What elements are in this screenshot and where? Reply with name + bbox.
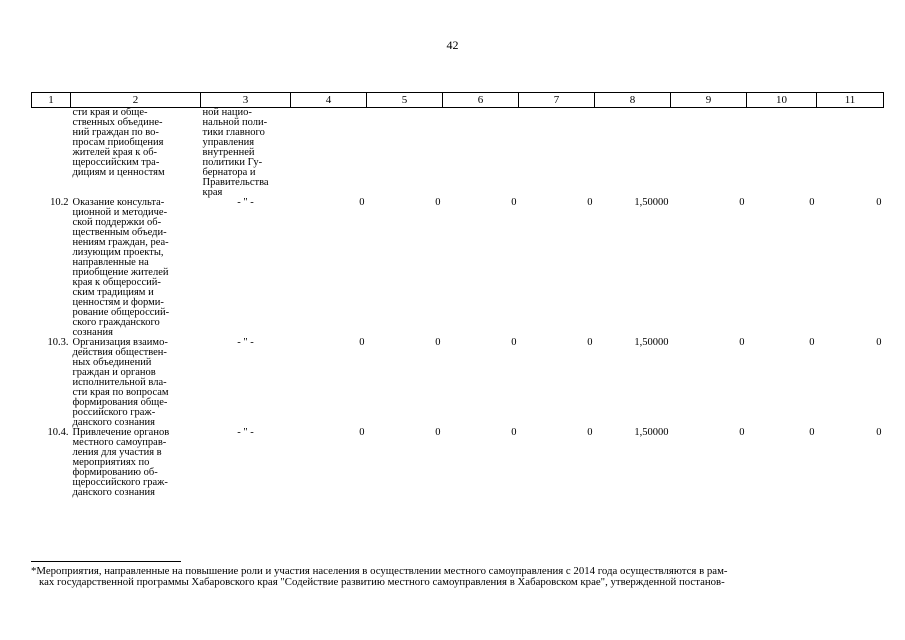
executor-ditto: - " -	[237, 197, 254, 208]
value-col9: 0	[739, 337, 745, 348]
value-col5: 0	[435, 337, 441, 348]
col-header-1: 1	[32, 93, 71, 108]
row-number: 10.2	[50, 197, 69, 208]
col-header-6: 6	[443, 93, 519, 108]
continuation-executor: ной нацио- нальной поли- тики главного управления внутренней политики Гу- бернатора и Правительства края	[202, 107, 269, 198]
measure-name: Оказание консульта- ционной и методиче- ской поддержки об- щественным объеди- нениям граждан, реа- лизующим проекты, направленные на приобщение жителей края к общероссий- ским традициям и ценностям и форми- рование общероссий- ского гражданского сознания	[72, 197, 170, 338]
value-col7: 0	[587, 197, 593, 208]
table-row	[32, 428, 884, 498]
executor-ditto: - " -	[237, 427, 254, 438]
col-header-8: 8	[595, 93, 671, 108]
value-col7: 0	[587, 337, 593, 348]
col-header-3: 3	[201, 93, 291, 108]
value-col11: 0	[876, 197, 882, 208]
executor-ditto: - " -	[237, 337, 254, 348]
footnote-divider	[31, 561, 181, 562]
value-col4: 0	[359, 427, 365, 438]
value-col8: 1,50000	[634, 427, 669, 438]
value-col8: 1,50000	[634, 337, 669, 348]
value-col11: 0	[876, 337, 882, 348]
col-header-2: 2	[71, 93, 201, 108]
value-col6: 0	[511, 427, 517, 438]
value-col11: 0	[876, 427, 882, 438]
measure-name: Организация взаимо- действия обществен- ных объединений граждан и органов исполнительной вла- сти края по вопросам формирования обще- российского граж- данского сознания	[72, 337, 169, 428]
value-col10: 0	[809, 427, 815, 438]
value-col9: 0	[739, 427, 745, 438]
value-col10: 0	[809, 197, 815, 208]
value-col4: 0	[359, 197, 365, 208]
footnote	[31, 566, 885, 588]
col-header-11: 11	[817, 93, 884, 108]
value-col8: 1,50000	[634, 197, 669, 208]
value-col6: 0	[511, 197, 517, 208]
col-header-9: 9	[671, 93, 747, 108]
col-header-10: 10	[747, 93, 817, 108]
value-col7: 0	[587, 427, 593, 438]
table-row	[32, 338, 884, 428]
value-col10: 0	[809, 337, 815, 348]
measure-name: Привлечение органов местного самоуправ- ления для участия в мероприятиях по формированию об- щероссийского граж- данского сознания	[72, 427, 170, 498]
value-col5: 0	[435, 427, 441, 438]
footnote-line-1: *Мероприятия, направленные на повышение роли и участия населения в осуществлении местного самоуправления с 2014 года осуществляются в рам-	[31, 565, 728, 577]
budget-table	[31, 92, 884, 498]
row-number: 10.3.	[47, 337, 69, 348]
col-header-4: 4	[291, 93, 367, 108]
footnote-line-2: ках государственной программы Хабаровского края "Содействие развитию местного самоуправления в Хабаровском крае", утвержденной постанов-	[39, 576, 725, 588]
col-header-5: 5	[367, 93, 443, 108]
value-col6: 0	[511, 337, 517, 348]
row-number: 10.4.	[47, 427, 69, 438]
col-header-7: 7	[519, 93, 595, 108]
page-number: 42	[446, 38, 459, 52]
continuation-row	[32, 108, 884, 199]
continuation-measure: сти края и обще- ственных объедине- ний граждан по во- просам приобщения жителей края к об- щероссийским тра- дициям и ценностям	[72, 107, 165, 178]
header-row	[32, 93, 884, 108]
value-col9: 0	[739, 197, 745, 208]
value-col5: 0	[435, 197, 441, 208]
table-row	[32, 198, 884, 338]
value-col4: 0	[359, 337, 365, 348]
